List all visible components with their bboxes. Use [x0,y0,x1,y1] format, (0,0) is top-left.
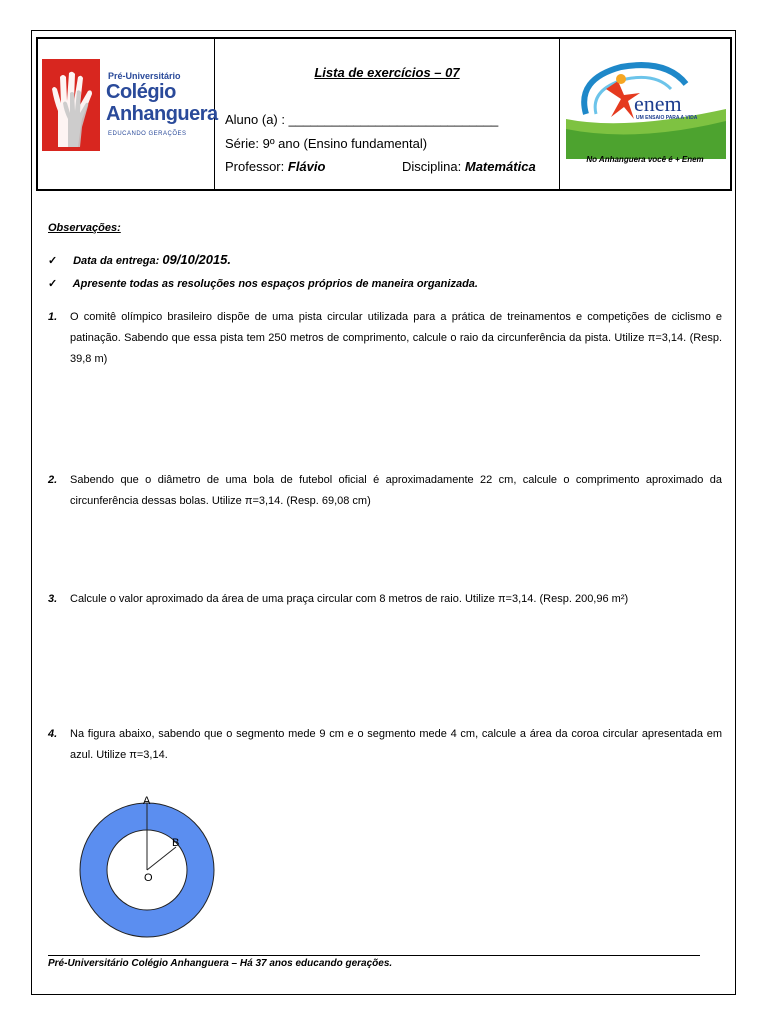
professor-value: Flávio [287,159,326,174]
delivery-date-label: Data da entrega: [73,255,160,267]
delivery-date-value: 09/10/2015. [162,252,232,267]
label-o: O [144,872,153,884]
enem-tagline: UM ENSAIO PARA A VIDA [636,115,698,121]
checkmark-icon: ✓ [48,278,58,290]
serie-field [225,136,427,151]
enem-logo [566,59,726,159]
enem-caption: No Anhanguera você é + Enem [586,155,704,164]
question-number: 1. [48,311,58,323]
footer-divider [48,955,700,956]
enem-word: enem [634,91,682,116]
label-a: A [143,795,151,807]
annulus-figure [70,792,220,942]
observation-delivery-date [48,252,231,267]
serie-label: Série: [225,136,259,151]
question-text: O comitê olímpico brasileiro dispõe de uma pista circular utilizada para a prática de treinamentos e competições de ciclismo e patinação. Sabendo que essa pista tem 250 metros de comprimento, calcule o raio da circunferência da pista. Utilize π=3,14. (Resp. 39,8 m) [70,311,722,365]
logo-line-2: Colégio [106,81,176,103]
footer-text: Pré-Universitário Colégio Anhanguera – Há 37 anos educando gerações. [48,958,393,969]
checkmark-icon: ✓ [48,255,58,267]
serie-value: 9º ano (Ensino fundamental) [262,136,428,151]
observation-instructions [48,277,478,290]
question-1 [48,307,722,370]
question-text: Calcule o valor aproximado da área de uma praça circular com 8 metros de raio. Utilize π=3,14. (Resp. 200,96 m²) [70,593,629,605]
colegio-anhanguera-logo [42,59,218,151]
logo-line-1: Pré-Universitário [108,71,181,81]
instructions-text: Apresente todas as resoluções nos espaços próprios de maneira organizada. [72,278,478,290]
aluno-field [225,112,498,127]
label-b: B [172,837,180,849]
question-3 [48,589,722,610]
page-title: Lista de exercícios – 07 [314,65,460,80]
professor-field [225,159,325,174]
question-number: 4. [48,728,58,740]
disciplina-label: Disciplina: [402,159,462,174]
header-table [36,37,732,191]
question-text: Sabendo que o diâmetro de uma bola de futebol oficial é aproximadamente 22 cm, calcule o comprimento aproximado da circunferência dessas bolas. Utilize π=3,14. (Resp. 69,08 cm) [70,474,722,507]
hand-icon [48,71,98,147]
question-text: Na figura abaixo, sabendo que o segmento mede 9 cm e o segmento mede 4 cm, calcule a área da coroa circular apresentada em azul. Utilize π=3,14. [70,728,722,761]
question-4 [48,724,722,766]
header-enem-cell [560,39,730,189]
observations-title: Observações: [48,222,121,234]
header-logo-cell [38,39,218,189]
question-number: 3. [48,593,58,605]
logo-line-4: EDUCANDO GERAÇÕES [108,131,187,137]
aluno-label: Aluno (a) : [225,112,285,127]
question-2 [48,470,722,512]
logo-line-3: Anhanguera [106,103,218,125]
disciplina-value: Matemática [464,159,536,174]
aluno-blank: _____________________________ [288,112,499,127]
header-info-cell [215,39,560,189]
professor-label: Professor: [225,159,285,174]
disciplina-field [402,159,536,174]
question-number: 2. [48,474,58,486]
